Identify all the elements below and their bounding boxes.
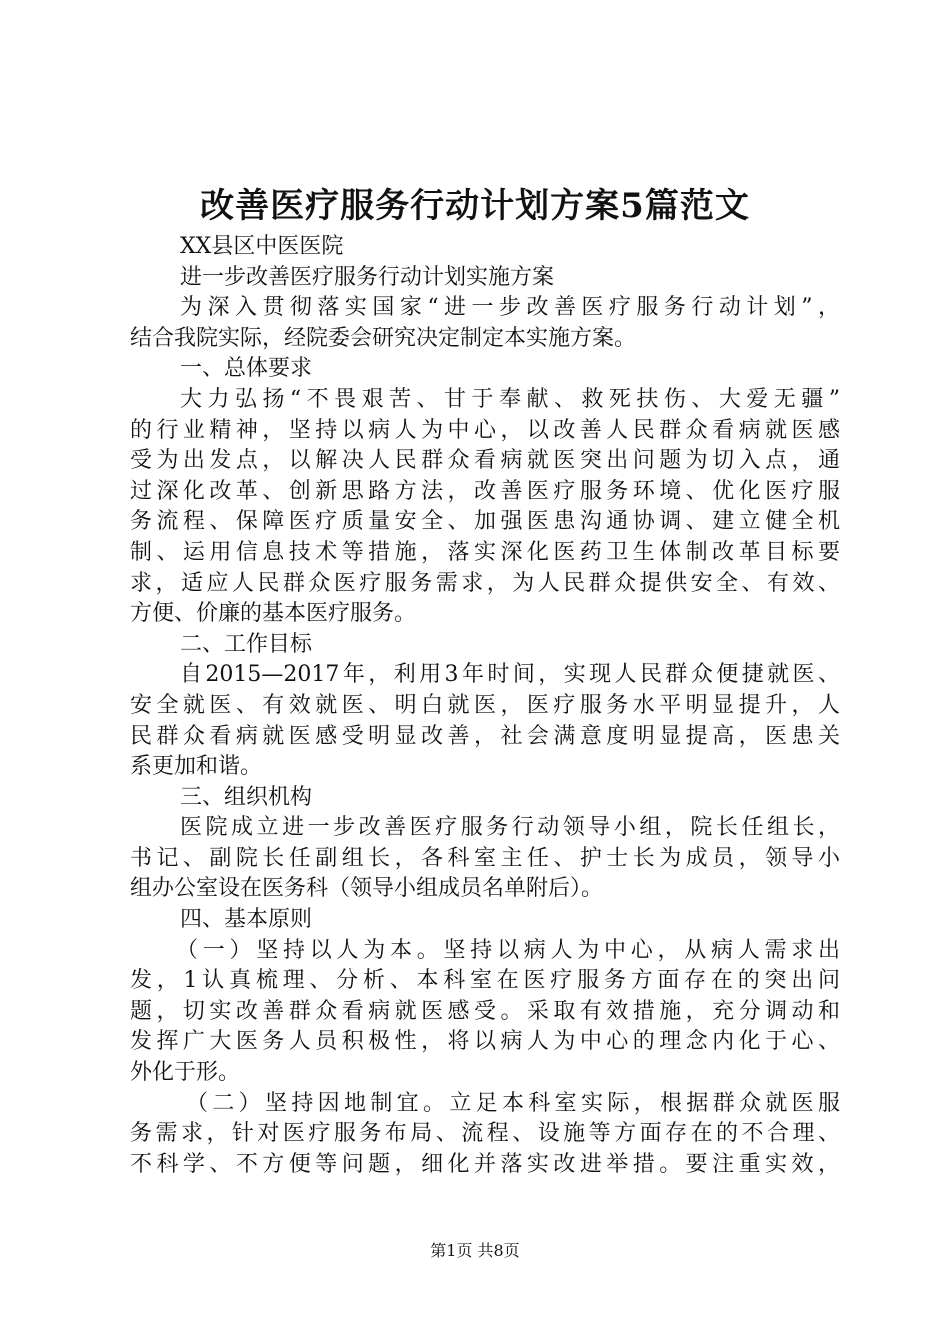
text-line: 自2015—2017年，利用3年时间，实现人民群众便捷就医、 [180,662,840,688]
text-line: 安全就医、有效就医、明白就医，医疗服务水平明显提升，人 [130,692,840,718]
text-line: 制、运用信息技术等措施，落实深化医药卫生体制改革目标要 [130,539,840,565]
text-line: （二）坚持因地制宜。立足本科室实际，根据群众就医服 [186,1090,840,1116]
text-line: 系更加和谐。 [130,754,263,780]
section-heading: 二、工作目标 [180,631,313,657]
text-line: 方便、价廉的基本医疗服务。 [130,601,417,627]
text-line: （一）坚持以人为本。坚持以病人为中心，从病人需求出 [176,937,840,963]
text-line: 发挥广大医务人员积极性，将以病人为中心的理念内化于心、 [130,1029,840,1055]
text-line: 进一步改善医疗服务行动计划实施方案 [180,264,555,290]
text-line: 外化于形。 [130,1060,241,1086]
text-line: 不科学、不方便等问题，细化并落实改进举措。要注重实效， [130,1151,840,1177]
document-title: 改善医疗服务行动计划方案5篇范文 [200,186,750,226]
section-heading: 三、组织机构 [180,784,313,810]
section-heading: 一、总体要求 [180,356,313,382]
text-line: 求，适应人民群众医疗服务需求，为人民群众提供安全、有效、 [130,570,840,596]
text-line: 过深化改革、创新思路方法，改善医疗服务环境、优化医疗服 [130,478,840,504]
text-line: 大力弘扬“不畏艰苦、甘于奉献、救死扶伤、大爱无疆” [180,386,840,412]
text-line: 发，1认真梳理、分析、本科室在医疗服务方面存在的突出问 [130,968,840,994]
section-heading: 四、基本原则 [180,907,313,933]
text-line: 务需求，针对医疗服务布局、流程、设施等方面存在的不合理、 [130,1121,840,1147]
text-line: 民群众看病就医感受明显改善，社会满意度明显提高，医患关 [130,723,840,749]
text-line: XX县区中医医院 [180,234,344,259]
text-line: 务流程、保障医疗质量安全、加强医患沟通协调、建立健全机 [130,509,840,535]
text-line: 的行业精神，坚持以病人为中心，以改善人民群众看病就医感 [130,417,840,443]
text-line: 题，切实改善群众看病就医感受。采取有效措施，充分调动和 [130,998,840,1024]
text-line: 结合我院实际，经院委会研究决定制定本实施方案。 [130,325,637,351]
document-body [130,232,840,1180]
page-number: 第1页 共8页 [430,1241,520,1260]
text-line: 书记、副院长任副组长，各科室主任、护士长为成员，领导小 [130,845,840,871]
text-line: 为深入贯彻落实国家“进一步改善医疗服务行动计划”， [180,295,840,321]
text-line: 医院成立进一步改善医疗服务行动领导小组，院长任组长， [180,815,840,841]
text-line: 受为出发点，以解决人民群众看病就医突出问题为切入点，通 [130,448,840,474]
text-line: 组办公室设在医务科（领导小组成员名单附后）。 [130,876,604,902]
